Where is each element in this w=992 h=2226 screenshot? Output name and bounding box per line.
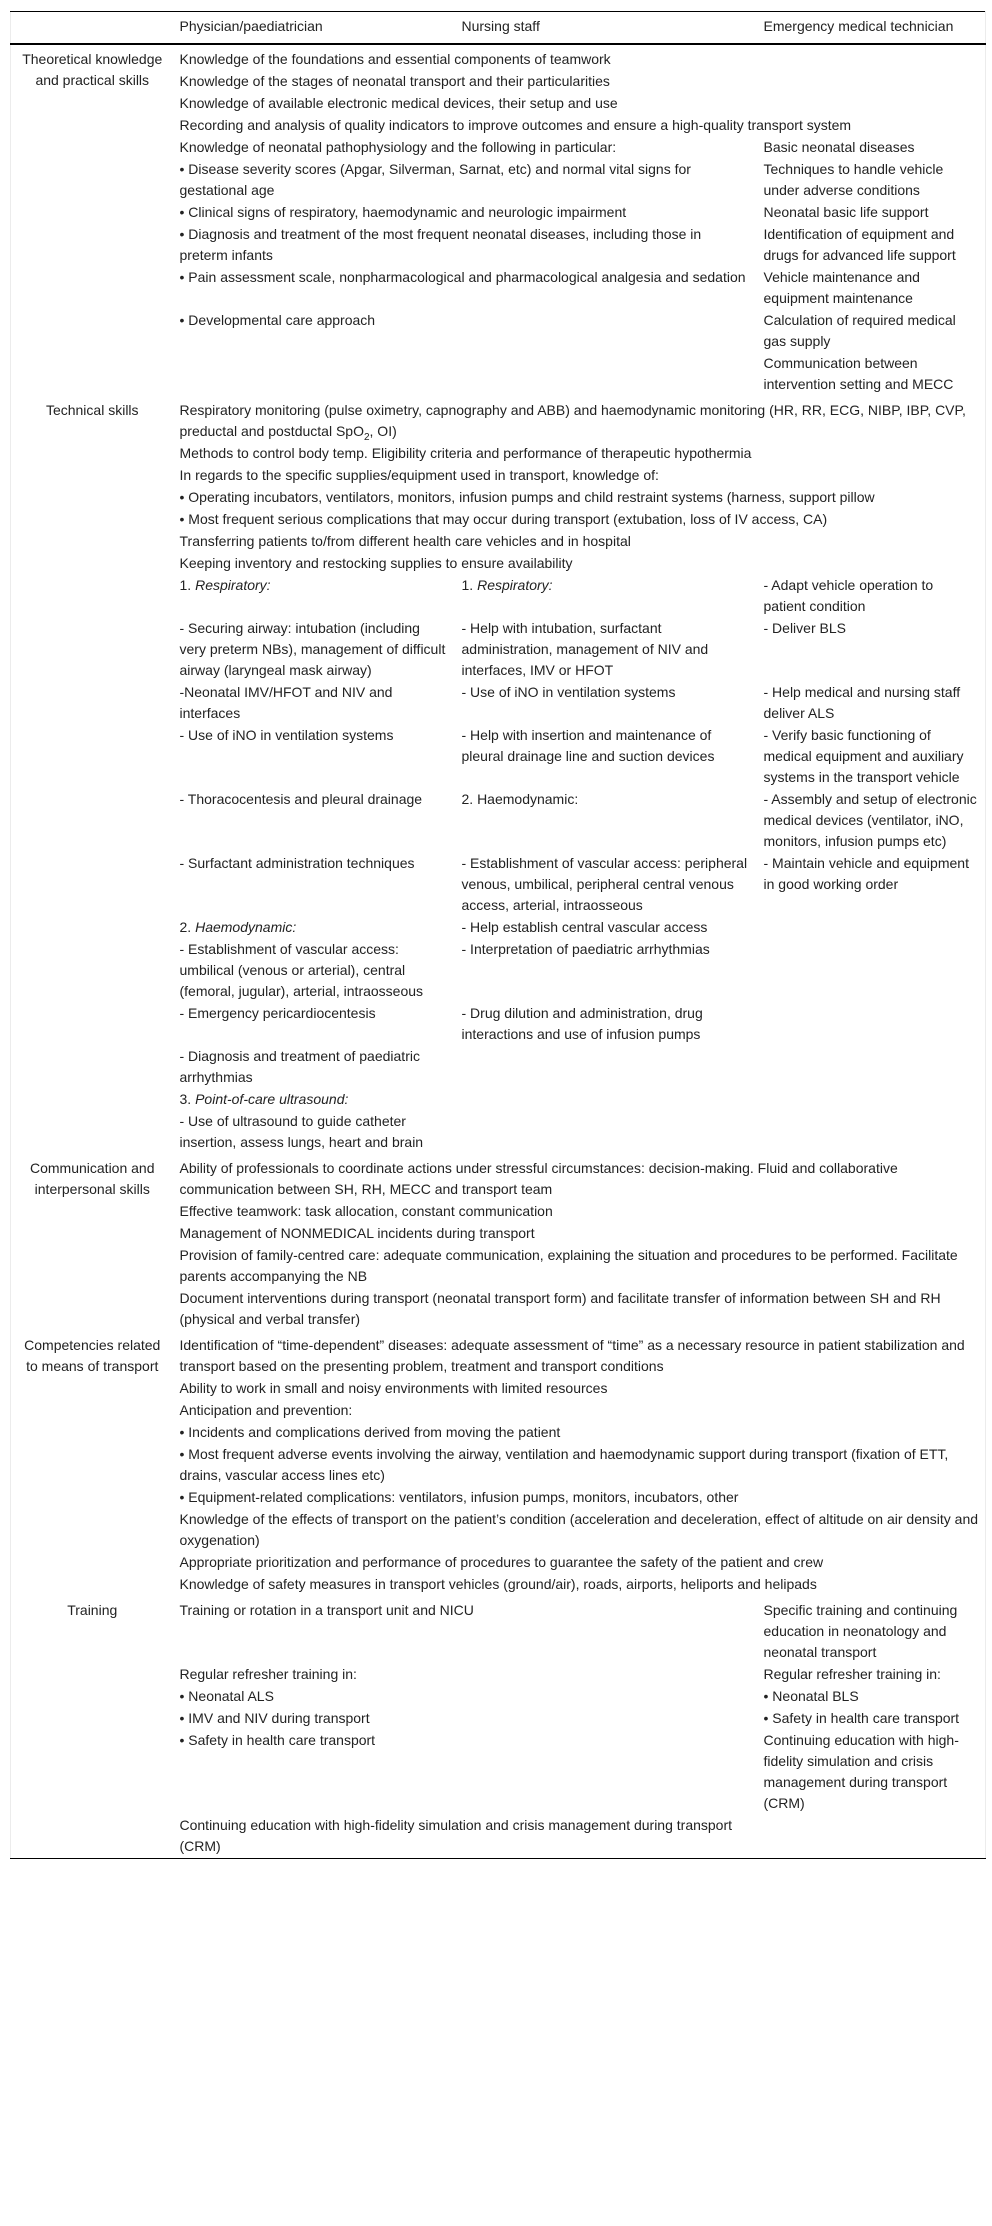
competency-cell: Anticipation and prevention: bbox=[179, 1402, 353, 1418]
competency-cell: • Developmental care approach bbox=[179, 312, 376, 328]
competency-cell: Effective teamwork: task allocation, constant communication bbox=[179, 1203, 553, 1219]
header-nursing: Nursing staff bbox=[456, 12, 758, 45]
competency-cell: - Assembly and setup of electronic medical devices (ventilator, iNO, monitors, infusion pumps etc) bbox=[763, 791, 977, 849]
category-cell: Competencies related to means of transport bbox=[24, 1337, 161, 1374]
category-cell: Theoretical knowledge and practical skills bbox=[22, 51, 163, 88]
competency-cell: • Pain assessment scale, nonpharmacological and pharmacological analgesia and sedation bbox=[179, 269, 746, 285]
competency-cell: • Clinical signs of respiratory, haemodynamic and neurologic impairment bbox=[179, 204, 627, 220]
competency-cell bbox=[758, 917, 986, 939]
competency-cell: Knowledge of neonatal pathophysiology and the following in particular: bbox=[179, 139, 617, 155]
competency-cell: Continuing education with high-fidelity simulation and crisis management during transport (CRM) bbox=[763, 1732, 959, 1811]
competency-cell: • Most frequent adverse events involving the airway, ventilation and haemodynamic support during transport (fixation of ETT, drains, vascular access lines etc) bbox=[179, 1446, 949, 1483]
competency-cell: - Help establish central vascular access bbox=[461, 919, 708, 935]
table-row bbox=[11, 396, 986, 443]
competency-cell: - Help with insertion and maintenance of pleural drainage line and suction devices bbox=[461, 727, 715, 764]
table-row bbox=[11, 1596, 986, 1664]
competency-cell: Knowledge of available electronic medical devices, their setup and use bbox=[179, 95, 618, 111]
competency-cell: • Most frequent serious complications that may occur during transport (extubation, loss of IV access, CA) bbox=[179, 511, 828, 527]
competency-cell: Knowledge of the foundations and essential components of teamwork bbox=[179, 51, 611, 67]
competency-cell: • Neonatal ALS bbox=[179, 1688, 274, 1704]
competency-cell: Neonatal basic life support bbox=[763, 204, 929, 220]
competency-cell: - Use of ultrasound to guide catheter insertion, assess lungs, heart and brain bbox=[179, 1113, 424, 1150]
competency-cell: Identification of “time-dependent” diseases: adequate assessment of “time” as a necessary resource in patient stabilization and transport based on the presenting problem, treatment and transport conditions bbox=[179, 1337, 965, 1374]
cell-text: Respiratory monitoring (pulse oximetry, capnography and ABB) and haemodynamic monitoring (HR, RR, ECG, NIBP, IBP, CVP, preductal and postductal SpO bbox=[179, 402, 966, 439]
competency-cell: Techniques to handle vehicle under adverse conditions bbox=[763, 161, 944, 198]
table-row bbox=[11, 1154, 986, 1201]
competency-cell bbox=[174, 575, 456, 618]
competency-cell: 2. Haemodynamic: bbox=[461, 791, 579, 807]
competency-cell: -Neonatal IMV/HFOT and NIV and interfaces bbox=[179, 684, 393, 721]
header-emt: Emergency medical technician bbox=[758, 12, 986, 45]
competency-cell: Calculation of required medical gas supply bbox=[763, 312, 956, 349]
competency-cell: - Use of iNO in ventilation systems bbox=[179, 727, 394, 743]
competency-cell: Communication between intervention setting and MECC bbox=[763, 355, 954, 392]
header-physician: Physician/paediatrician bbox=[174, 12, 456, 45]
competency-cell bbox=[174, 917, 456, 939]
competency-cell: - Adapt vehicle operation to patient condition bbox=[763, 577, 934, 614]
competency-cell: - Help medical and nursing staff deliver ALS bbox=[763, 684, 961, 721]
competency-cell: - Diagnosis and treatment of paediatric arrhythmias bbox=[179, 1048, 420, 1085]
competency-cell: - Surfactant administration techniques bbox=[179, 855, 415, 871]
competency-cell: - Interpretation of paediatric arrhythmias bbox=[461, 941, 710, 957]
cell-text: , OI) bbox=[369, 423, 397, 439]
competency-cell bbox=[174, 353, 758, 396]
competency-cell: • Safety in health care transport bbox=[763, 1710, 960, 1726]
competency-cell: • Diagnosis and treatment of the most frequent neonatal diseases, including those in preterm infants bbox=[179, 226, 702, 263]
cell-text: 1. bbox=[179, 577, 196, 593]
italic-text: Haemodynamic: bbox=[195, 919, 297, 935]
competency-cell bbox=[456, 575, 758, 618]
cell-text: 3. bbox=[179, 1091, 196, 1107]
competency-cell: • Disease severity scores (Apgar, Silverman, Sarnat, etc) and normal vital signs for gestational age bbox=[179, 161, 691, 198]
competency-cell: Recording and analysis of quality indicators to improve outcomes and ensure a high-quality transport system bbox=[179, 117, 852, 133]
subscript-text: 2 bbox=[363, 431, 370, 443]
competency-cell: Vehicle maintenance and equipment maintenance bbox=[763, 269, 920, 306]
competency-cell bbox=[758, 1003, 986, 1046]
competency-cell: - Establishment of vascular access: peripheral venous, umbilical, peripheral central venous access, arterial, intraosseous bbox=[461, 855, 748, 913]
competency-cell: • Equipment-related complications: ventilators, infusion pumps, monitors, incubators, other bbox=[179, 1489, 739, 1505]
italic-text: Point-of-care ultrasound: bbox=[195, 1091, 349, 1107]
competency-cell: Continuing education with high-fidelity simulation and crisis management during transport (CRM) bbox=[179, 1817, 733, 1854]
competency-cell: Transferring patients to/from different health care vehicles and in hospital bbox=[179, 533, 631, 549]
competency-cell: - Use of iNO in ventilation systems bbox=[461, 684, 676, 700]
competency-cell: • IMV and NIV during transport bbox=[179, 1710, 370, 1726]
competency-cell: Appropriate prioritization and performance of procedures to guarantee the safety of the patient and crew bbox=[179, 1554, 824, 1570]
competency-cell bbox=[758, 1089, 986, 1111]
italic-text: Respiratory: bbox=[477, 577, 553, 593]
competency-cell: Regular refresher training in: bbox=[179, 1666, 357, 1682]
competency-cell: Provision of family-centred care: adequate communication, explaining the situation and procedures to be performed. Facilitate parents accompanying the NB bbox=[179, 1247, 958, 1284]
competency-cell: Regular refresher training in: bbox=[763, 1666, 941, 1682]
competency-cell: - Securing airway: intubation (including very preterm NBs), management of difficult airway (laryngeal mask airway) bbox=[179, 620, 446, 678]
header-row bbox=[11, 12, 986, 45]
competency-cell: Document interventions during transport (neonatal transport form) and facilitate transfer of information between SH and RH (physical and verbal transfer) bbox=[179, 1290, 941, 1327]
category-cell: Technical skills bbox=[45, 402, 139, 418]
competency-cell: - Emergency pericardiocentesis bbox=[179, 1005, 376, 1021]
competency-cell: Basic neonatal diseases bbox=[763, 139, 915, 155]
competency-cell: - Maintain vehicle and equipment in good working order bbox=[763, 855, 969, 892]
competency-cell: • Operating incubators, ventilators, monitors, infusion pumps and child restraint systems (harness, support pillow bbox=[179, 489, 875, 505]
competency-cell bbox=[758, 939, 986, 1003]
competency-cell: • Safety in health care transport bbox=[179, 1732, 376, 1748]
competency-cell bbox=[456, 1046, 758, 1089]
competency-cell bbox=[456, 1111, 758, 1154]
competency-cell bbox=[174, 1089, 456, 1111]
competency-cell bbox=[758, 1815, 986, 1859]
table-row bbox=[11, 1331, 986, 1378]
competency-cell: - Help with intubation, surfactant administration, management of NIV and interfaces, IMV or HFOT bbox=[461, 620, 709, 678]
category-cell: Training bbox=[67, 1602, 118, 1618]
cell-text: 2. bbox=[179, 919, 196, 935]
competency-cell bbox=[174, 396, 986, 443]
competency-cell: Methods to control body temp. Eligibility criteria and performance of therapeutic hypothermia bbox=[179, 445, 752, 461]
competency-cell: - Thoracocentesis and pleural drainage bbox=[179, 791, 423, 807]
competency-cell: Ability to work in small and noisy environments with limited resources bbox=[179, 1380, 608, 1396]
category-cell: Communication and interpersonal skills bbox=[29, 1160, 155, 1197]
competency-cell: - Deliver BLS bbox=[763, 620, 846, 636]
competencies-table bbox=[10, 11, 986, 1859]
table-body bbox=[11, 44, 986, 1859]
competency-cell: - Establishment of vascular access: umbilical (venous or arterial), central (femoral, jugular), arterial, intraosseous bbox=[179, 941, 424, 999]
competency-cell: Identification of equipment and drugs for advanced life support bbox=[763, 226, 956, 263]
competency-cell: In regards to the specific supplies/equipment used in transport, knowledge of: bbox=[179, 467, 659, 483]
competency-cell: - Verify basic functioning of medical equipment and auxiliary systems in the transport vehicle bbox=[763, 727, 964, 785]
competency-cell: Knowledge of the stages of neonatal transport and their particularities bbox=[179, 73, 610, 89]
competency-cell: • Neonatal BLS bbox=[763, 1688, 859, 1704]
competency-cell: Specific training and continuing education in neonatology and neonatal transport bbox=[763, 1602, 958, 1660]
competency-cell: Training or rotation in a transport unit and NICU bbox=[179, 1602, 474, 1618]
table-row bbox=[11, 44, 986, 71]
competency-cell: Knowledge of the effects of transport on the patient’s condition (acceleration and deceleration, effect of altitude on air density and oxygenation) bbox=[179, 1511, 979, 1548]
competency-cell bbox=[758, 1111, 986, 1154]
competency-cell: Knowledge of safety measures in transport vehicles (ground/air), roads, airports, heliports and helipads bbox=[179, 1576, 817, 1592]
competency-cell: - Drug dilution and administration, drug interactions and use of infusion pumps bbox=[461, 1005, 703, 1042]
competency-cell: Management of NONMEDICAL incidents during transport bbox=[179, 1225, 535, 1241]
competency-cell: • Incidents and complications derived from moving the patient bbox=[179, 1424, 561, 1440]
table-header bbox=[11, 12, 986, 45]
header-category bbox=[11, 12, 174, 45]
competency-cell bbox=[758, 1046, 986, 1089]
competency-cell: Keeping inventory and restocking supplies to ensure availability bbox=[179, 555, 573, 571]
competency-cell: Ability of professionals to coordinate actions under stressful circumstances: decision-making. Fluid and collaborative communication between SH, RH, MECC and transport team bbox=[179, 1160, 898, 1197]
italic-text: Respiratory: bbox=[195, 577, 271, 593]
competency-cell bbox=[456, 1089, 758, 1111]
cell-text: 1. bbox=[461, 577, 478, 593]
